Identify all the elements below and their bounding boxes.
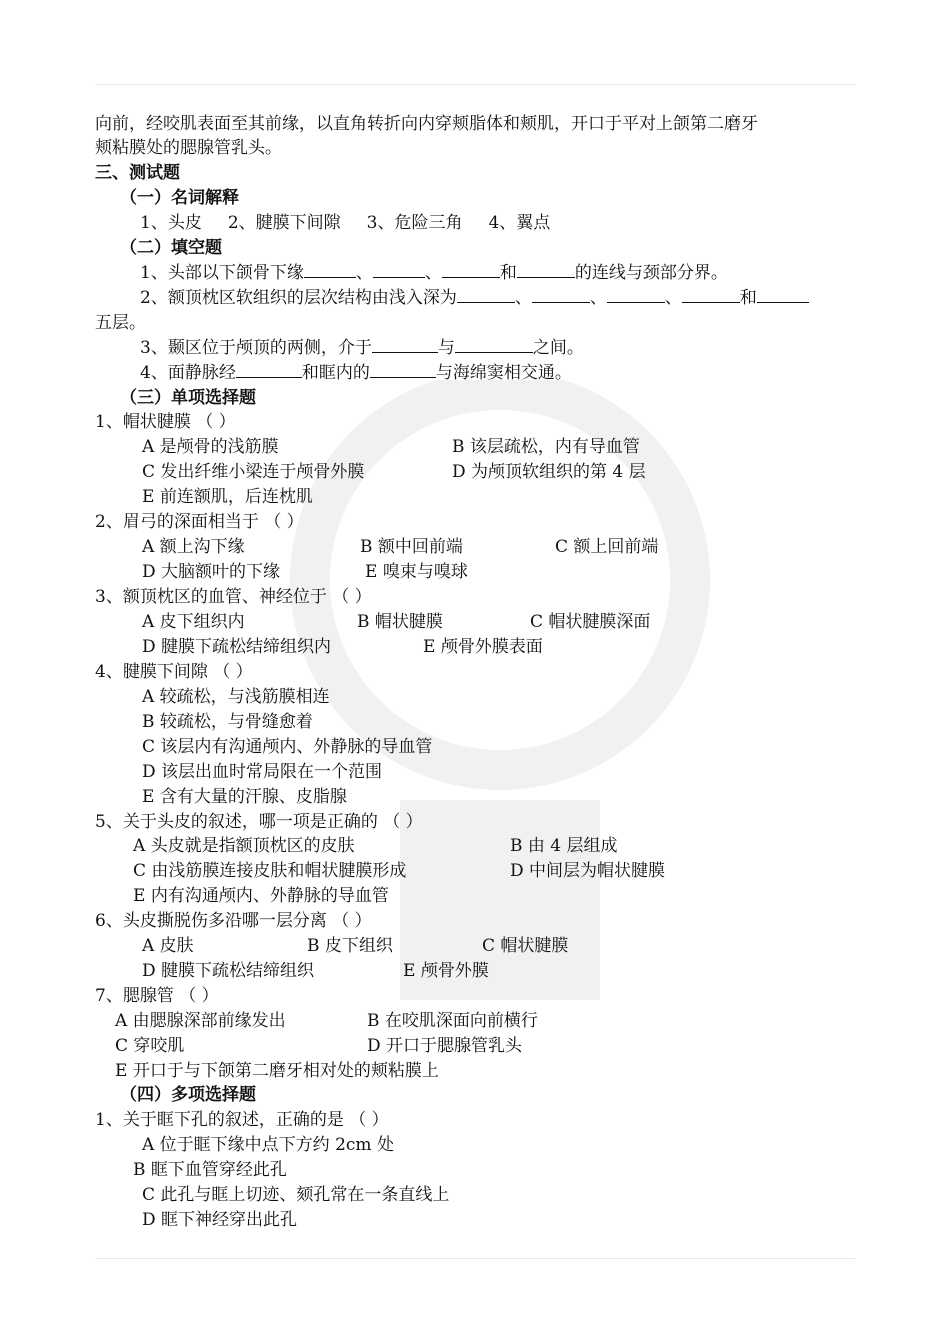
intro-line-2: 颊粘膜处的腮腺管乳头。 xyxy=(95,138,282,158)
option-d[interactable]: D 腱膜下疏松结缔组织内 xyxy=(142,637,332,657)
option-e[interactable]: E 内有沟通颅内、外静脉的导血管 xyxy=(133,886,389,906)
term-list xyxy=(140,211,550,235)
fill-q2: 2、额顶枕区软组织的层次结构由浅入深为 、 、 、 和 xyxy=(140,286,809,310)
option-c[interactable]: C 该层内有沟通颅内、外静脉的导血管 xyxy=(142,737,433,757)
blank[interactable] xyxy=(607,286,665,303)
option-e[interactable]: E 前连额肌，后连枕肌 xyxy=(142,487,313,507)
term-1: 1、头皮 xyxy=(140,213,202,233)
option-a[interactable]: A 头皮就是指额顶枕区的皮肤 xyxy=(133,836,355,856)
blank[interactable] xyxy=(517,261,575,278)
option-c[interactable]: C 由浅筋膜连接皮肤和帽状腱膜形成 xyxy=(133,861,407,881)
option-b[interactable]: B 眶下血管穿经此孔 xyxy=(133,1160,287,1180)
fill-q3: 3、颞区位于颅顶的两侧，介于 与 之间。 xyxy=(140,338,584,358)
question-stem: 1、帽状腱膜 （ ） xyxy=(95,412,236,432)
part2-title: （二）填空题 xyxy=(120,238,222,258)
section-title: 三、测试题 xyxy=(95,163,180,183)
option-a[interactable]: A 较疏松，与浅筋膜相连 xyxy=(142,687,330,707)
blank[interactable] xyxy=(304,261,356,278)
part1-title: （一）名词解释 xyxy=(120,188,239,208)
part3-title: （三）单项选择题 xyxy=(120,388,256,408)
option-d[interactable]: D 大脑额叶的下缘 xyxy=(142,562,281,582)
option-c[interactable]: C 帽状腱膜深面 xyxy=(530,612,651,632)
fill-q1: 1、头部以下颌骨下缘 、 、 和 的连线与颈部分界。 xyxy=(140,263,728,283)
option-e[interactable]: E 含有大量的汗腺、皮脂腺 xyxy=(142,787,347,807)
option-d[interactable]: D 为颅顶软组织的第 4 层 xyxy=(452,462,646,482)
blank[interactable] xyxy=(682,286,740,303)
part4-title: （四）多项选择题 xyxy=(120,1085,256,1105)
term-3: 3、危险三角 xyxy=(366,213,463,233)
option-d[interactable]: D 眶下神经穿出此孔 xyxy=(142,1210,298,1230)
blank[interactable] xyxy=(373,261,425,278)
option-a[interactable]: A 皮肤 xyxy=(142,936,194,956)
option-e[interactable]: E 颅骨外膜表面 xyxy=(423,637,543,657)
question-stem: 5、关于头皮的叙述，哪一项是正确的 （ ） xyxy=(95,812,423,832)
option-d[interactable]: D 该层出血时常局限在一个范围 xyxy=(142,762,383,782)
question-stem: 1、关于眶下孔的叙述，正确的是 （ ） xyxy=(95,1110,389,1130)
option-a[interactable]: A 皮下组织内 xyxy=(142,612,245,632)
blank[interactable] xyxy=(532,286,590,303)
option-b[interactable]: B 该层疏松，内有导血管 xyxy=(452,437,640,457)
option-c[interactable]: C 此孔与眶上切迹、颏孔常在一条直线上 xyxy=(142,1185,450,1205)
term-2: 2、腱膜下间隙 xyxy=(227,213,341,233)
question-stem: 7、腮腺管 （ ） xyxy=(95,986,219,1006)
blank[interactable] xyxy=(442,261,500,278)
option-d[interactable]: D 开口于腮腺管乳头 xyxy=(367,1036,523,1056)
option-c[interactable]: C 发出纤维小梁连于颅骨外膜 xyxy=(142,462,365,482)
option-c[interactable]: C 穿咬肌 xyxy=(115,1036,185,1056)
option-d[interactable]: D 中间层为帽状腱膜 xyxy=(510,861,666,881)
option-b[interactable]: B 皮下组织 xyxy=(307,936,393,956)
option-e[interactable]: E 颅骨外膜 xyxy=(403,961,489,981)
option-b[interactable]: B 在咬肌深面向前横行 xyxy=(367,1011,538,1031)
blank[interactable] xyxy=(455,336,533,353)
option-a[interactable]: A 是颅骨的浅筋膜 xyxy=(142,437,279,457)
option-b[interactable]: B 较疏松，与骨缝愈着 xyxy=(142,712,313,732)
intro-line-1: 向前，经咬肌表面至其前缘，以直角转折向内穿颊脂体和颊肌，开口于平对上颌第二磨牙 xyxy=(95,114,758,134)
blank[interactable] xyxy=(372,336,438,353)
footer-rule xyxy=(95,1258,855,1259)
question-stem: 3、额顶枕区的血管、神经位于 （ ） xyxy=(95,587,372,607)
option-a[interactable]: A 由腮腺深部前缘发出 xyxy=(115,1011,286,1031)
term-4: 4、翼点 xyxy=(488,213,551,233)
blank[interactable] xyxy=(757,286,809,303)
blank[interactable] xyxy=(457,286,515,303)
option-a[interactable]: A 额上沟下缘 xyxy=(142,537,245,557)
option-b[interactable]: B 帽状腱膜 xyxy=(357,612,443,632)
blank[interactable] xyxy=(236,361,302,378)
option-c[interactable]: C 额上回前端 xyxy=(555,537,659,557)
question-stem: 4、腱膜下间隙 （ ） xyxy=(95,662,253,682)
question-stem: 2、眉弓的深面相当于 （ ） xyxy=(95,512,304,532)
fill-q4: 4、面静脉经 和眶内的 与海绵窦相交通。 xyxy=(140,363,572,383)
option-b[interactable]: B 由 4 层组成 xyxy=(510,836,618,856)
option-c[interactable]: C 帽状腱膜 xyxy=(482,936,569,956)
header-rule xyxy=(95,84,855,85)
option-a[interactable]: A 位于眶下缘中点下方约 2cm 处 xyxy=(142,1135,394,1155)
option-b[interactable]: B 额中回前端 xyxy=(360,537,463,557)
option-e[interactable]: E 开口于与下颌第二磨牙相对处的颊粘膜上 xyxy=(115,1061,439,1081)
option-d[interactable]: D 腱膜下疏松结缔组织 xyxy=(142,961,315,981)
fill-q2-end: 五层。 xyxy=(95,313,146,333)
option-e[interactable]: E 嗅束与嗅球 xyxy=(365,562,468,582)
question-stem: 6、头皮撕脱伤多沿哪一层分离 （ ） xyxy=(95,911,372,931)
blank[interactable] xyxy=(370,361,436,378)
